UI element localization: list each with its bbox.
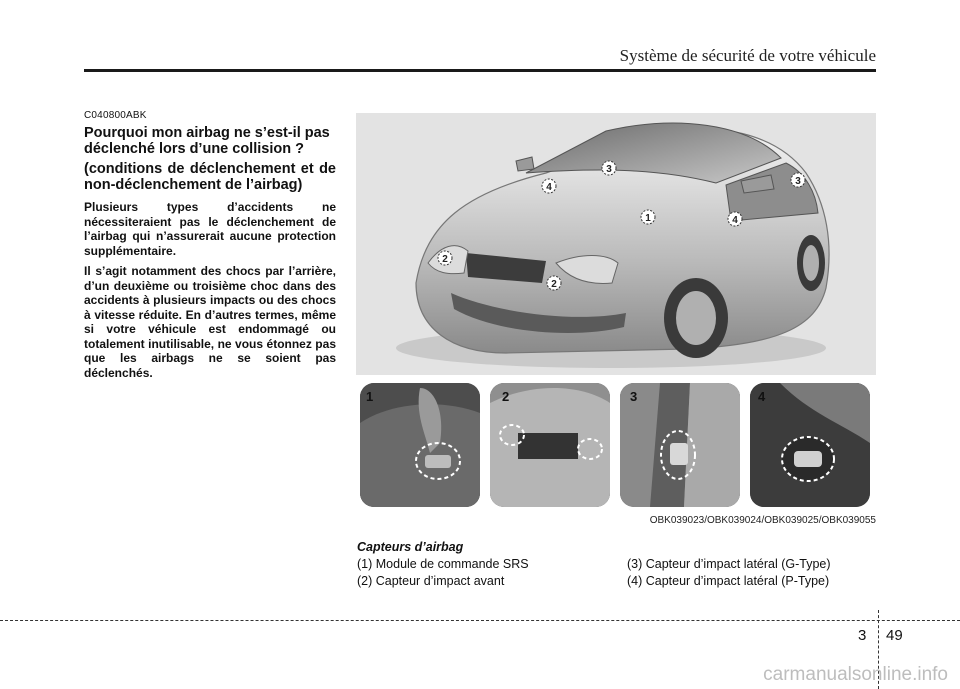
thumb-side-sensor-g bbox=[620, 383, 740, 507]
caption-3: (3) Capteur d’impact latéral (G-Type) bbox=[627, 557, 831, 571]
svg-text:2: 2 bbox=[502, 389, 510, 404]
sensor-marker-4-left bbox=[542, 179, 556, 193]
section-code: C040800ABK bbox=[84, 110, 147, 121]
svg-text:4: 4 bbox=[546, 182, 552, 193]
header-rule bbox=[84, 69, 876, 72]
watermark: carmanualsonline.info bbox=[763, 664, 948, 685]
svg-text:1: 1 bbox=[366, 389, 374, 404]
thumb-side-sensor-p bbox=[750, 383, 870, 507]
caption-4: (4) Capteur d’impact latéral (P-Type) bbox=[627, 574, 830, 588]
paragraph-2: Il s’agit notamment des chocs par l’arrière, d’un deuxième ou troisième choc dans des accidents à plusieurs impacts ou des chocs à vitesse réduite. En d’autres termes, même si votre véhicule est endommagé ou totalement inutilisable, ne vous étonnez pas que les airbags ne se soient pas déclenchés. bbox=[84, 264, 336, 380]
caption-1: (1) Module de commande SRS bbox=[357, 557, 529, 571]
svg-text:3: 3 bbox=[795, 176, 801, 187]
sensor-marker-4-right bbox=[728, 212, 742, 226]
sensor-marker-3-left bbox=[602, 161, 616, 175]
car-sensor-illustration bbox=[356, 113, 876, 375]
paragraph-1: Plusieurs types d’accidents ne nécessiteraient pas le déclenchement de l’airbag qui n’assurerait aucune protection supplémentaire. bbox=[84, 200, 336, 258]
caption-2: (2) Capteur d’impact avant bbox=[357, 574, 505, 588]
running-header-title: Système de sécurité de votre véhicule bbox=[619, 46, 876, 65]
footer-rule bbox=[0, 620, 960, 621]
section-subheading: (conditions de déclenchement et de non-déclenchement de l’airbag) bbox=[84, 161, 336, 193]
chapter-number: 3 bbox=[858, 627, 867, 644]
section-heading: Pourquoi mon airbag ne s’est-il pas déclenché lors d’une collision ? bbox=[84, 125, 330, 157]
svg-text:2: 2 bbox=[551, 279, 557, 290]
svg-text:3: 3 bbox=[606, 164, 612, 175]
page-number: 49 bbox=[886, 627, 903, 644]
svg-text:2: 2 bbox=[442, 254, 448, 265]
svg-text:1: 1 bbox=[645, 213, 651, 224]
svg-text:3: 3 bbox=[630, 389, 638, 404]
sensor-marker-2-right bbox=[547, 276, 561, 290]
svg-text:4: 4 bbox=[732, 215, 738, 226]
thumb-control-module bbox=[360, 383, 480, 507]
car-drawing bbox=[356, 113, 876, 375]
figure-code: OBK039023/OBK039024/OBK039025/OBK039055 bbox=[649, 515, 876, 526]
thumb-front-sensor bbox=[490, 383, 610, 507]
svg-text:4: 4 bbox=[758, 389, 766, 404]
sensor-marker-3-right bbox=[791, 173, 805, 187]
sensor-marker-1 bbox=[641, 210, 655, 224]
text-column bbox=[84, 110, 336, 386]
caption-title: Capteurs d’airbag bbox=[357, 540, 464, 554]
sensor-marker-2-left bbox=[438, 251, 452, 265]
